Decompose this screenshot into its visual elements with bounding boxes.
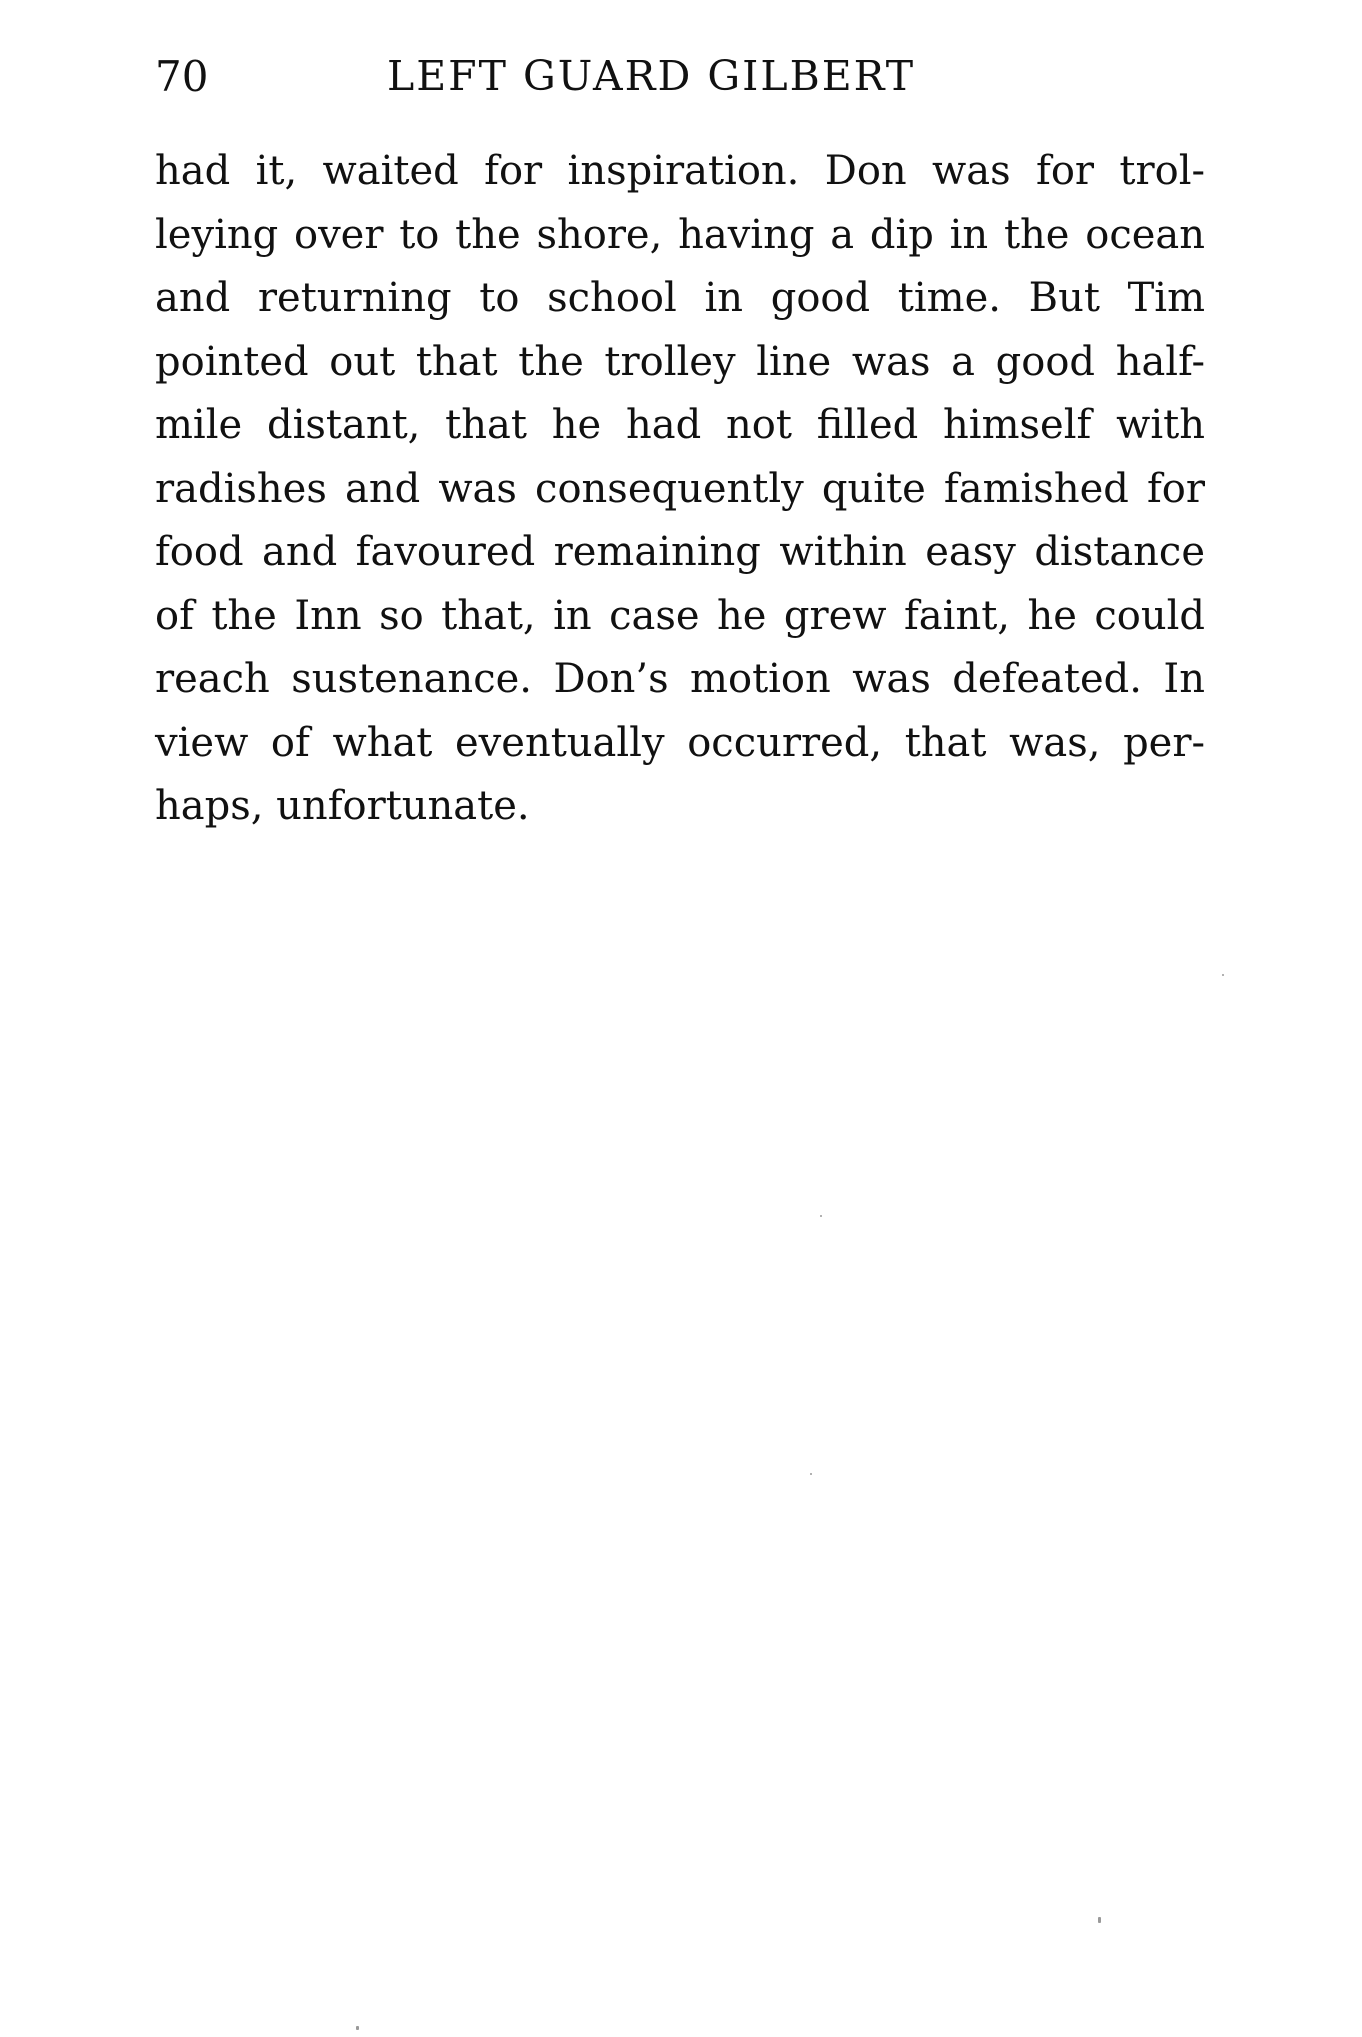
page-number: 70 [155,52,209,101]
scan-speck [1098,1917,1101,1923]
scan-speck [1222,974,1224,976]
text-line: had it, waited for inspiration. Don was for trol- [155,148,1205,194]
text-line: radishes and was consequently quite famished for [155,465,1205,512]
text-line: leying over to the shore, having a dip in the ocean [155,211,1205,258]
text-line: view of what eventually occurred, that was, per- [155,719,1205,766]
text-line: of the Inn so that, in case he grew faint, he could [155,592,1205,639]
running-title: LEFT GUARD GILBERT [387,52,916,100]
scan-speck [356,2026,359,2030]
scan-speck [810,1473,812,1475]
scan-speck [820,1215,822,1217]
text-line: haps, unfortunate. [155,783,530,829]
text-line: reach sustenance. Don’s motion was defeated. In [155,656,1205,702]
running-head [155,52,1205,112]
body-paragraph [155,140,1205,839]
text-line: pointed out that the trolley line was a good half- [155,338,1205,385]
text-line: and returning to school in good time. But Tim [155,275,1205,321]
text-line: food and favoured remaining within easy distance [155,529,1205,575]
text-line: mile distant, that he had not filled himself with [155,402,1205,448]
